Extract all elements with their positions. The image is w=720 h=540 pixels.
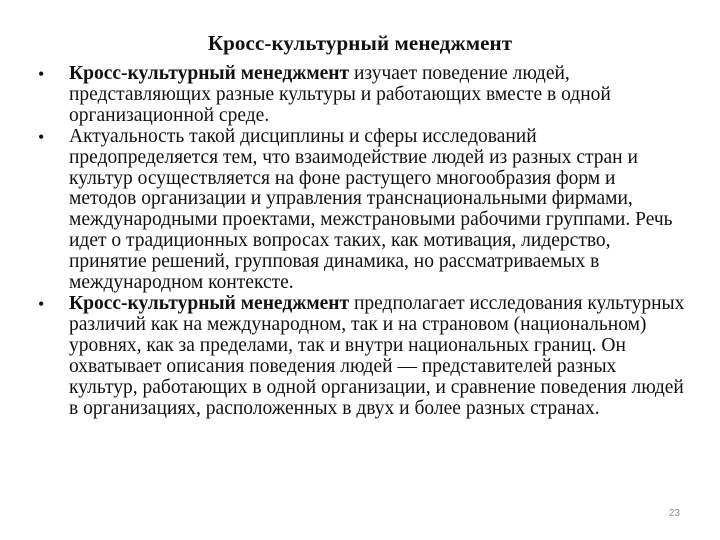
bullet-text: предполагает исследования культурных различий как на международном, так и на страновом (национальном) уровнях, как за пределами, так и внутри национальных границ. Он охватывает описания поведения людей — представителей разных культур, работающих в одной организации, и сравнение поведения людей в организациях, расположенных в двух и более разных странах. <box>69 292 685 419</box>
bullet-item <box>36 294 686 419</box>
slide-title: Кросс-культурный менеджмент <box>207 31 513 55</box>
bullet-text: Актуальность такой дисциплины и сферы исследований предопределяется тем, что взаимодействие людей из разных стран и культур осуществляется на фоне растущего многообразия форм и методов организации и управления транснациональными фирмами, международными проектами, межстрановыми рабочими группами. Речь идет о традиционных вопросах таких, как мотивация, лидерство, принятие решений, групповая динамика, но рассматриваемых в международном контексте. <box>69 125 673 294</box>
bullet-term: Кросс-культурный менеджмент <box>69 63 350 84</box>
page-number: 23 <box>668 508 680 519</box>
bullet-text: изучает поведение людей, представляющих разные культуры и работающих вместе в одной организационной среде. <box>69 63 611 126</box>
bullet-list <box>36 64 686 419</box>
bullet-icon: • <box>38 64 45 84</box>
bullet-term: Кросс-культурный менеджмент <box>69 292 350 314</box>
bullet-icon: • <box>38 293 45 314</box>
bullet-item <box>36 64 686 127</box>
bullet-icon: • <box>38 126 45 147</box>
bullet-item <box>36 127 686 294</box>
